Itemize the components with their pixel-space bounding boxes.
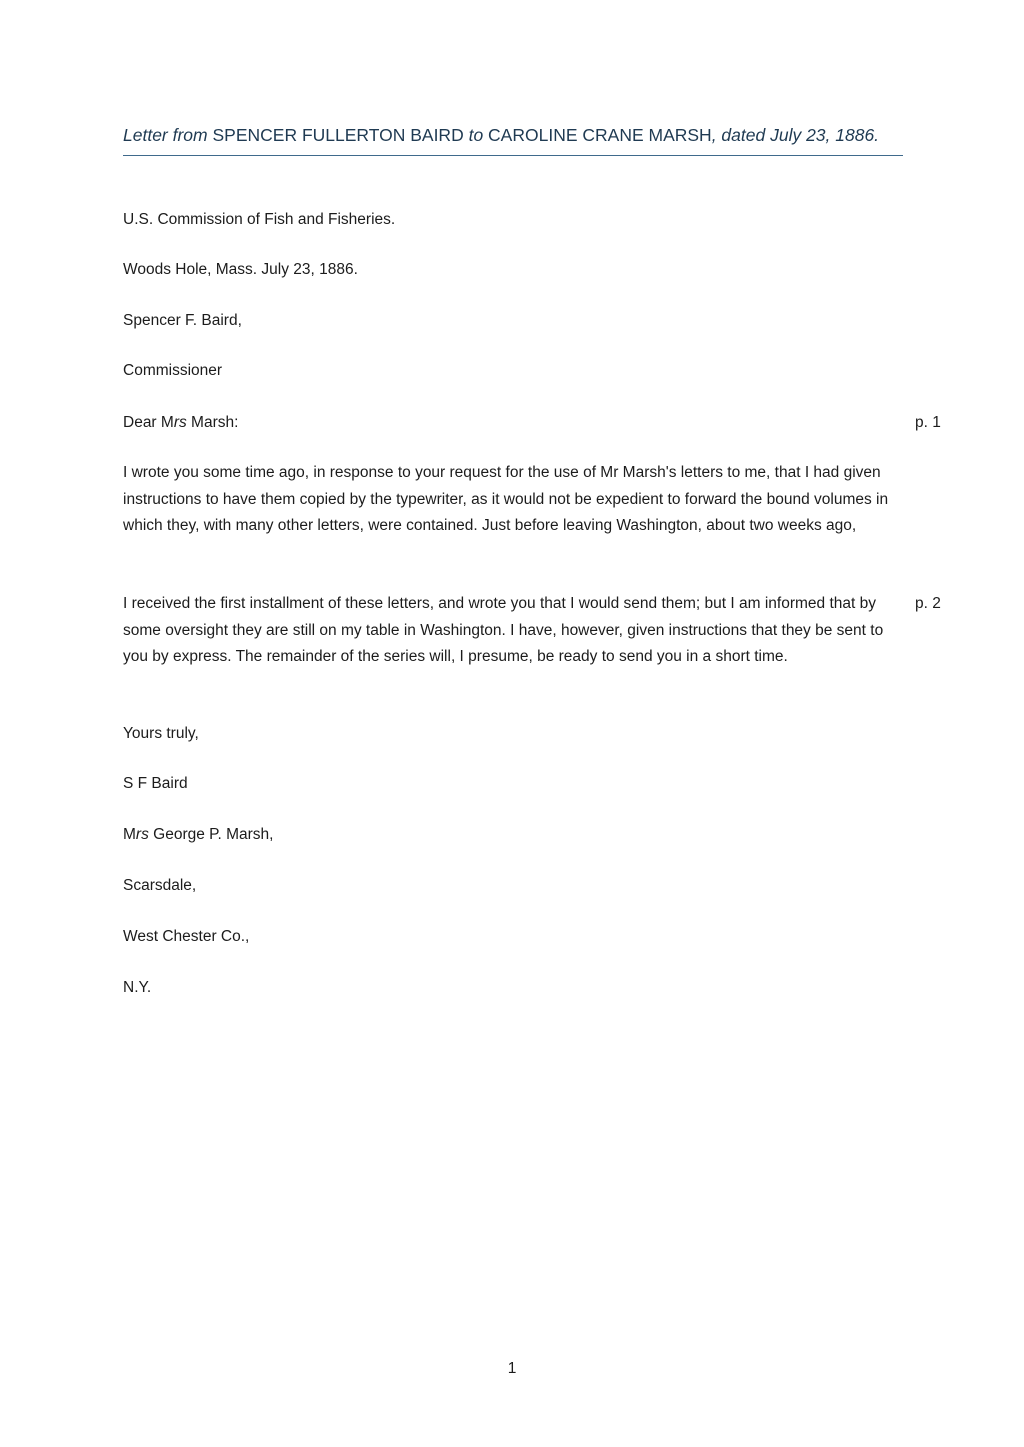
salutation-abbrev: rs <box>173 414 187 431</box>
closing-line: Yours truly, <box>123 725 199 742</box>
address-line-2: West Chester Co., <box>123 928 250 945</box>
sender-title-line: Commissioner <box>123 362 223 379</box>
margin-note-page-1: p. 1 <box>915 414 941 431</box>
margin-note-page-2: p. 2 <box>915 595 941 612</box>
signature-line: S F Baird <box>123 775 188 792</box>
address-line-1: Scarsdale, <box>123 877 197 894</box>
addressee-abbrev: rs <box>135 826 149 843</box>
title-part-sender: SPENCER FULLERTON BAIRD <box>212 125 464 145</box>
title-part-date: , dated July 23, 1886. <box>711 125 880 145</box>
salutation <box>123 410 903 437</box>
title-part-to: to <box>463 125 489 145</box>
letter-paragraph-1: I wrote you some time ago, in response to your request for the use of Mr Marsh's letters to me, that I had given instructions to have them copied by the typewriter, as it would not be expedient to forward the bound volumes in which they, with many other letters, were contained. Just before leaving Washington, about two weeks ago, <box>123 464 889 534</box>
sender-name-line: Spencer F. Baird, <box>123 312 242 329</box>
addressee-post: George P. Marsh, <box>148 826 274 843</box>
institution-line: U.S. Commission of Fish and Fisheries. <box>123 211 396 228</box>
letter-paragraph-2: I received the first installment of these letters, and wrote you that I would send them; but I am informed that by some oversight they are still on my table in Washington. I have, however, given instructions that they be sent to you by express. The remainder of the series will, I presume, be ready to send you in a short time. <box>123 595 884 665</box>
address-line-3: N.Y. <box>123 979 152 996</box>
addressee-pre: M <box>123 826 136 843</box>
salutation-post: Marsh: <box>186 414 239 431</box>
place-date-line: Woods Hole, Mass. July 23, 1886. <box>123 261 358 278</box>
document-title <box>123 121 903 156</box>
title-part-from: Letter from <box>123 125 213 145</box>
addressee-line <box>123 822 903 849</box>
salutation-pre: Dear M <box>123 414 174 431</box>
title-part-recipient: CAROLINE CRANE MARSH <box>488 125 712 145</box>
page-number: 1 <box>507 1360 517 1377</box>
